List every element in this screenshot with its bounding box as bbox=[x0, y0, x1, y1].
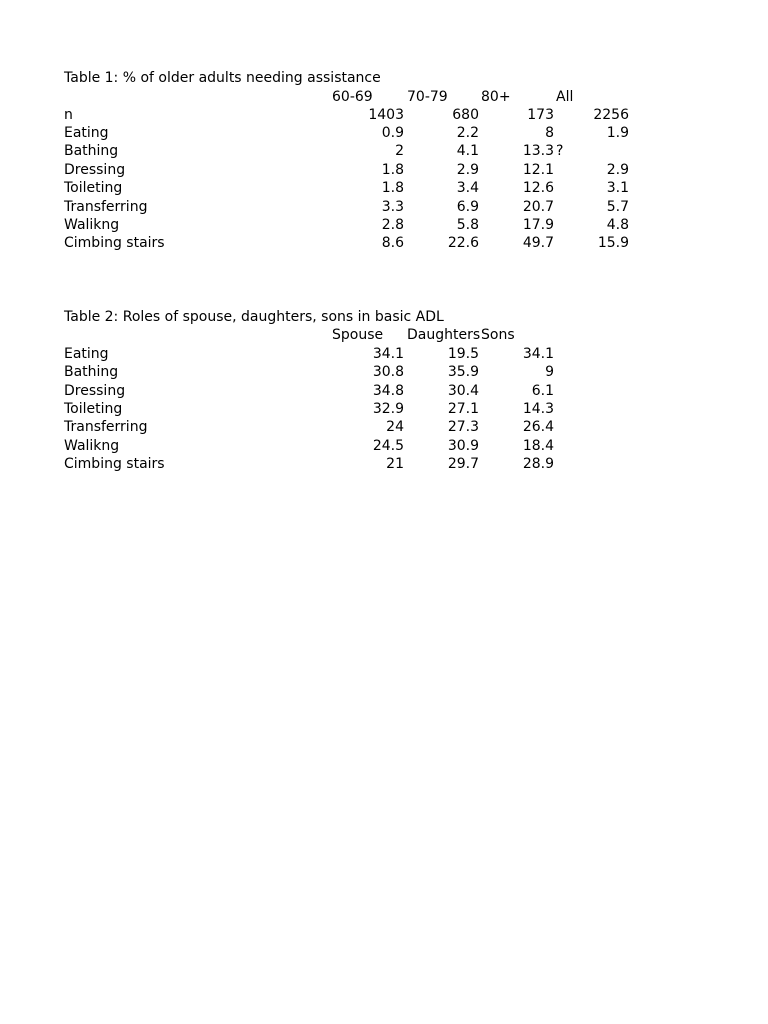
table2-header-sons: Sons bbox=[481, 327, 515, 343]
table2-title: Table 2: Roles of spouse, daughters, sons in basic ADL bbox=[64, 309, 444, 325]
question-mark-note: ? bbox=[556, 143, 564, 159]
table-row bbox=[64, 161, 744, 179]
table1-title-row bbox=[64, 69, 744, 87]
cell: 32.9 bbox=[372, 401, 404, 417]
cell: 20.7 bbox=[522, 199, 554, 215]
row-label: Walikng bbox=[64, 438, 120, 454]
cell: 8 bbox=[545, 125, 554, 141]
cell: 1403 bbox=[368, 107, 404, 123]
cell: 2.9 bbox=[606, 162, 629, 178]
row-label: Bathing bbox=[64, 364, 119, 380]
cell: 21 bbox=[386, 456, 404, 472]
cell: 17.9 bbox=[522, 217, 554, 233]
table-row bbox=[64, 382, 744, 400]
cell: 680 bbox=[452, 107, 479, 123]
row-label: Eating bbox=[64, 125, 109, 141]
table-row bbox=[64, 455, 744, 473]
cell: 2 bbox=[395, 143, 404, 159]
cell: 2.8 bbox=[381, 217, 404, 233]
table-row bbox=[64, 198, 744, 216]
table-row bbox=[64, 106, 744, 124]
cell: 27.1 bbox=[447, 401, 479, 417]
cell: 3.4 bbox=[456, 180, 479, 196]
table1-header-60-69: 60-69 bbox=[332, 89, 373, 105]
cell: 6.1 bbox=[531, 383, 554, 399]
cell: 24 bbox=[386, 419, 404, 435]
row-label: Dressing bbox=[64, 383, 126, 399]
cell: 4.8 bbox=[606, 217, 629, 233]
row-label: Cimbing stairs bbox=[64, 235, 165, 251]
row-label: Eating bbox=[64, 346, 109, 362]
table1-title: Table 1: % of older adults needing assistance bbox=[64, 70, 381, 86]
table1-header-80plus: 80+ bbox=[481, 89, 511, 105]
cell: 15.9 bbox=[597, 235, 629, 251]
row-label: Transferring bbox=[64, 199, 148, 215]
table-row bbox=[64, 418, 744, 436]
cell: 173 bbox=[527, 107, 554, 123]
cell: 4.1 bbox=[456, 143, 479, 159]
cell: 35.9 bbox=[447, 364, 479, 380]
table-row bbox=[64, 179, 744, 197]
table-row bbox=[64, 234, 744, 252]
cell: 2.9 bbox=[456, 162, 479, 178]
cell: 0.9 bbox=[381, 125, 404, 141]
table-row bbox=[64, 142, 744, 160]
cell: 14.3 bbox=[522, 401, 554, 417]
cell: 29.7 bbox=[447, 456, 479, 472]
table-row bbox=[64, 345, 744, 363]
row-label: Toileting bbox=[64, 401, 123, 417]
table1-header-70-79: 70-79 bbox=[407, 89, 448, 105]
cell: 24.5 bbox=[372, 438, 404, 454]
table-row bbox=[64, 363, 744, 381]
cell: 2.2 bbox=[456, 125, 479, 141]
cell: 28.9 bbox=[522, 456, 554, 472]
cell: 5.7 bbox=[606, 199, 629, 215]
cell: 30.4 bbox=[447, 383, 479, 399]
row-label: n bbox=[64, 107, 73, 123]
cell: 19.5 bbox=[447, 346, 479, 362]
cell: 22.6 bbox=[447, 235, 479, 251]
cell: 9 bbox=[545, 364, 554, 380]
cell: 49.7 bbox=[522, 235, 554, 251]
table-row bbox=[64, 124, 744, 142]
cell: 34.1 bbox=[522, 346, 554, 362]
cell: 12.1 bbox=[522, 162, 554, 178]
row-label: Toileting bbox=[64, 180, 123, 196]
cell: 18.4 bbox=[522, 438, 554, 454]
table2-header-row bbox=[64, 326, 744, 344]
table1-header-all: All bbox=[556, 89, 574, 105]
cell: 12.6 bbox=[522, 180, 554, 196]
cell: 34.8 bbox=[372, 383, 404, 399]
cell: 30.9 bbox=[447, 438, 479, 454]
cell: 3.1 bbox=[606, 180, 629, 196]
cell: 2256 bbox=[593, 107, 629, 123]
cell: 26.4 bbox=[522, 419, 554, 435]
cell: 34.1 bbox=[372, 346, 404, 362]
cell: 13.3 bbox=[522, 143, 554, 159]
table-row bbox=[64, 400, 744, 418]
table2-title-row bbox=[64, 308, 744, 326]
cell: 1.8 bbox=[381, 180, 404, 196]
table2-header-spouse: Spouse bbox=[332, 327, 384, 343]
cell: 1.9 bbox=[606, 125, 629, 141]
table1-header-row bbox=[64, 88, 744, 106]
row-label: Bathing bbox=[64, 143, 119, 159]
table-row bbox=[64, 216, 744, 234]
cell: 8.6 bbox=[381, 235, 404, 251]
cell: 6.9 bbox=[456, 199, 479, 215]
cell: 3.3 bbox=[381, 199, 404, 215]
cell: 30.8 bbox=[372, 364, 404, 380]
row-label: Dressing bbox=[64, 162, 126, 178]
cell: 5.8 bbox=[456, 217, 479, 233]
table-row bbox=[64, 437, 744, 455]
row-label: Walikng bbox=[64, 217, 120, 233]
table2-header-daughters: Daughters bbox=[407, 327, 481, 343]
row-label: Transferring bbox=[64, 419, 148, 435]
row-label: Cimbing stairs bbox=[64, 456, 165, 472]
cell: 1.8 bbox=[381, 162, 404, 178]
cell: 27.3 bbox=[447, 419, 479, 435]
